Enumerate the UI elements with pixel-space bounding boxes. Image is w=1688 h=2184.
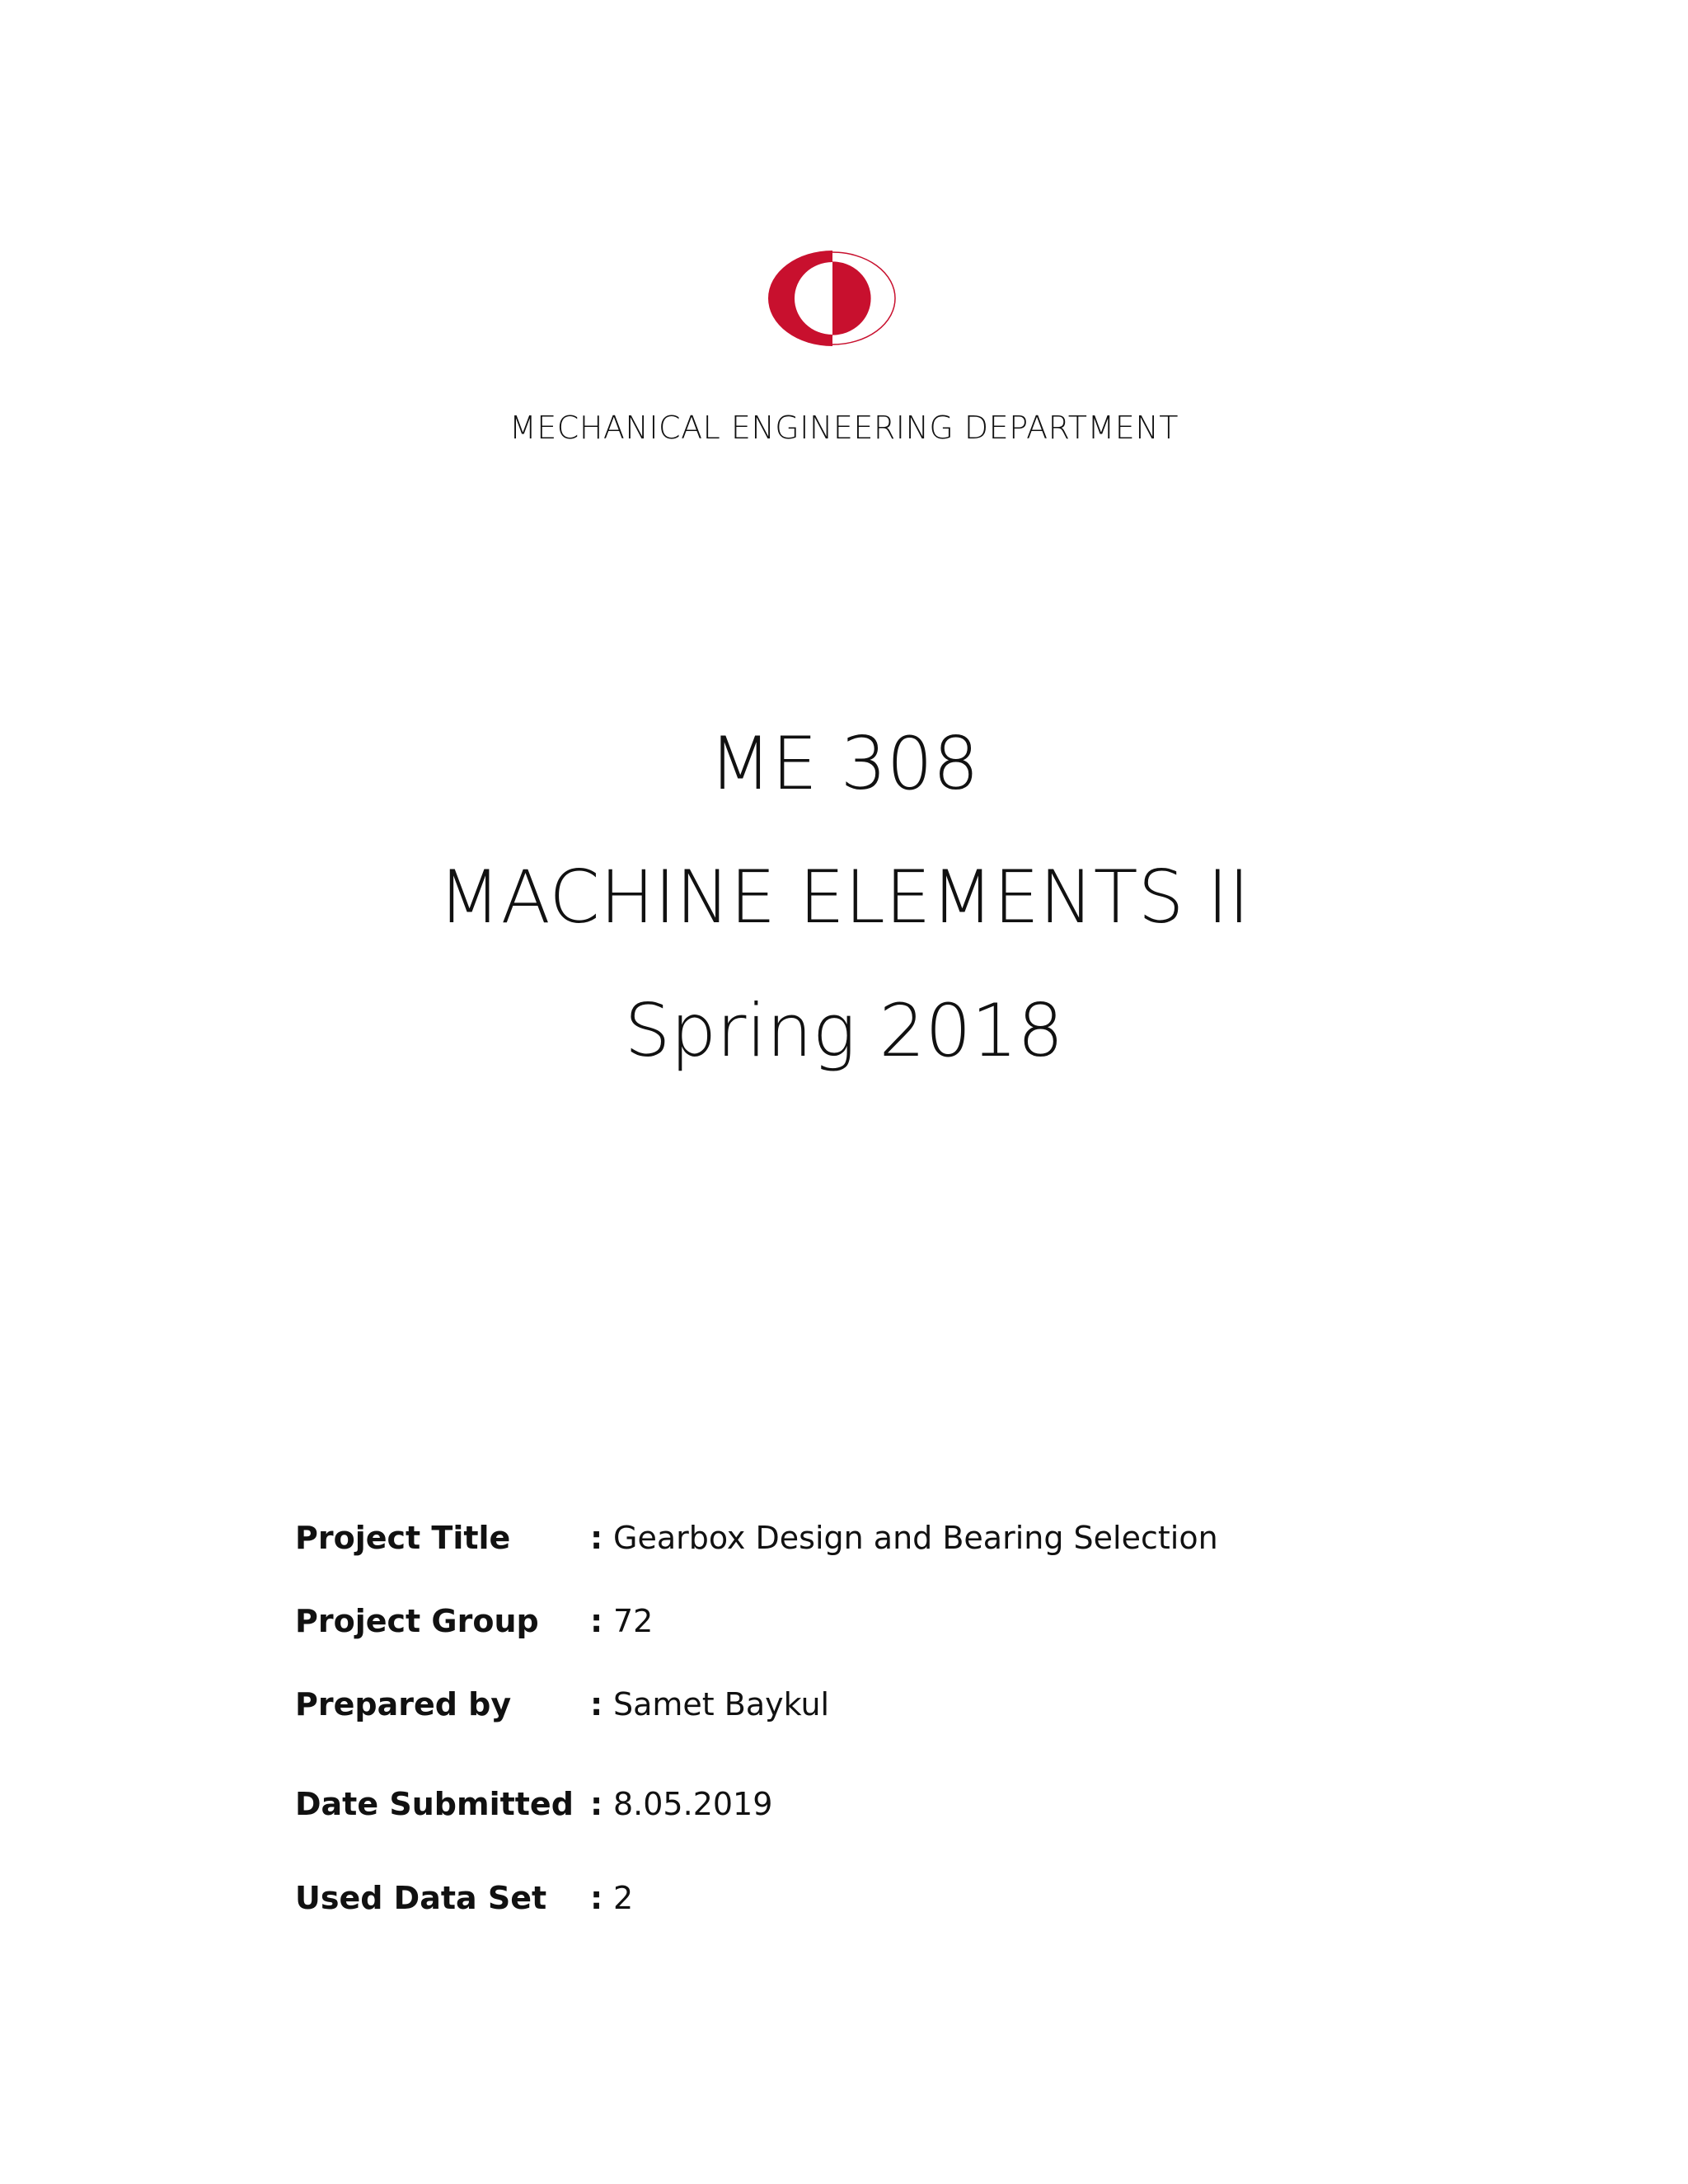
info-row-date-submitted (295, 1781, 1449, 1827)
course-term: Spring 2018 (624, 988, 1064, 1073)
info-value: 8.05.2019 (613, 1786, 773, 1822)
info-colon: : (590, 1520, 603, 1556)
info-value: 72 (613, 1603, 654, 1639)
info-row-used-data-set (295, 1875, 1449, 1921)
info-label: Project Group (295, 1603, 539, 1639)
university-logo-icon (767, 249, 898, 348)
info-row-prepared-by (295, 1681, 1449, 1727)
info-label: Used Data Set (295, 1880, 547, 1916)
info-value: 2 (613, 1880, 634, 1916)
info-colon: : (590, 1786, 603, 1822)
info-colon: : (590, 1686, 603, 1722)
info-value: Samet Baykul (613, 1686, 830, 1722)
info-colon: : (590, 1880, 603, 1916)
course-name: MACHINE ELEMENTS II (438, 855, 1250, 940)
info-label: Prepared by (295, 1686, 512, 1722)
course-code: ME 308 (709, 721, 979, 806)
info-value: Gearbox Design and Bearing Selection (613, 1520, 1218, 1556)
info-colon: : (590, 1603, 603, 1639)
info-label: Project Title (295, 1520, 511, 1556)
info-label: Date Submitted (295, 1786, 574, 1822)
info-row-project-title (295, 1515, 1449, 1561)
info-row-project-group (295, 1598, 1449, 1644)
department-name: MECHANICAL ENGINEERING DEPARTMENT (509, 410, 1179, 446)
